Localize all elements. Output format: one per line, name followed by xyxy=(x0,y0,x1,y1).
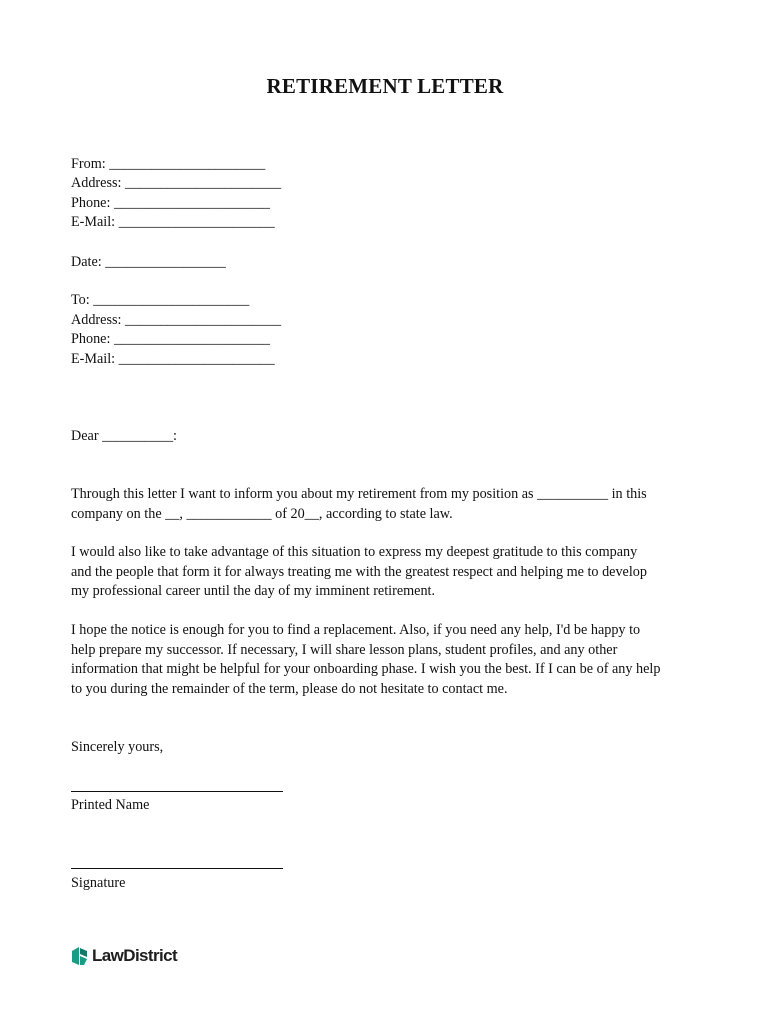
printed-name-label: Printed Name xyxy=(71,797,150,813)
paragraph-line: information that might be helpful for your onboarding phase. I wish you the best. If I can be of any help xyxy=(71,661,661,677)
body-paragraph-1 xyxy=(71,485,711,524)
body-paragraph-2 xyxy=(71,543,711,602)
to-email-field: E-Mail: ______________________ xyxy=(71,351,275,367)
lawdistrict-logo xyxy=(70,944,177,968)
paragraph-line: Through this letter I want to inform you about my retirement from my position as __________ in this xyxy=(71,486,647,502)
from-field: From: ______________________ xyxy=(71,156,266,172)
paragraph-line: and the people that form it for always treating me with the greatest respect and helping me to develop xyxy=(71,563,647,580)
paragraph-line: company on the __, ____________ of 20__, according to state law. xyxy=(71,505,453,522)
signature-label: Signature xyxy=(71,875,126,891)
to-field: To: ______________________ xyxy=(71,292,250,308)
to-phone-field: Phone: ______________________ xyxy=(71,331,271,347)
to-address-field: Address: ______________________ xyxy=(71,312,282,328)
paragraph-line: help prepare my successor. If necessary, I will share lesson plans, student profiles, and any other xyxy=(71,641,618,658)
paragraph-line: my professional career until the day of my imminent retirement. xyxy=(71,583,436,599)
logo-wordmark: LawDistrict xyxy=(92,946,178,965)
body-paragraph-3 xyxy=(71,621,711,699)
date-field: Date: _________________ xyxy=(71,254,226,270)
page-title: RETIREMENT LETTER xyxy=(266,74,504,98)
from-phone-field: Phone: ______________________ xyxy=(71,195,271,211)
from-email-field: E-Mail: ______________________ xyxy=(71,214,275,230)
paragraph-line: to you during the remainder of the term, please do not hesitate to contact me. xyxy=(71,680,508,697)
signature-line xyxy=(71,868,283,869)
paragraph-line: I would also like to take advantage of this situation to express my deepest gratitude to this company xyxy=(71,544,638,560)
printed-name-line xyxy=(71,791,283,792)
closing: Sincerely yours, xyxy=(71,739,164,755)
paragraph-line: I hope the notice is enough for you to find a replacement. Also, if you need any help, I'd be happy to xyxy=(71,622,641,638)
salutation: Dear __________: xyxy=(71,428,177,444)
from-address-field: Address: ______________________ xyxy=(71,175,282,191)
lawdistrict-logo-icon xyxy=(70,945,90,967)
